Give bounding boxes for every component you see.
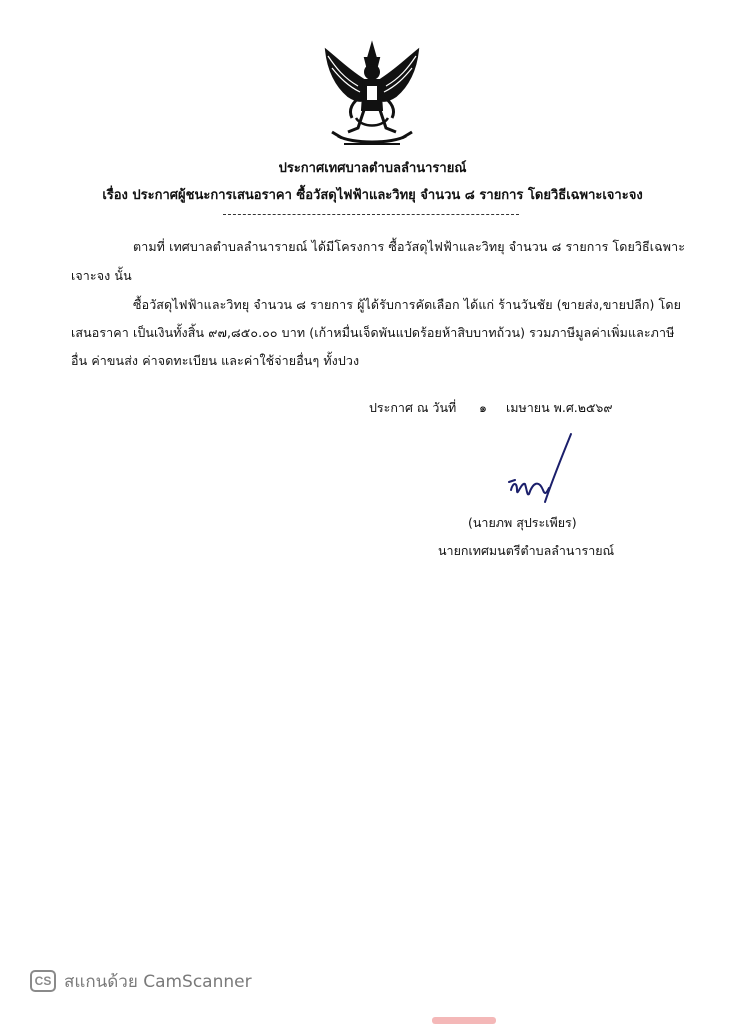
signatory-position: นายกเทศมนตรีตำบลลำนารายณ์ bbox=[438, 543, 615, 558]
announcement-subject: เรื่อง ประกาศผู้ชนะการเสนอราคา ซื้อวัสดุไฟฟ้าและวิทยุ จำนวน ๘ รายการ โดยวิธีเฉพาะเจาะจง bbox=[102, 188, 643, 203]
announce-date-month-year: เมษายน พ.ศ.๒๕๖๙ bbox=[506, 400, 613, 415]
handwritten-signature bbox=[505, 432, 575, 504]
paragraph-2-line-2: เสนอราคา เป็นเงินทั้งสิ้น ๙๗,๘๕๐.๐๐ บาท (เก้าหมื่นเจ็ดพันแปดร้อยห้าสิบบาทถ้วน) รวมภาษีมูลค่าเพิ่มและภาษี bbox=[71, 325, 675, 340]
red-stamp-edge bbox=[432, 1017, 496, 1024]
paragraph-2-line-3: อื่น ค่าขนส่ง ค่าจดทะเบียน และค่าใช้จ่ายอื่นๆ ทั้งปวง bbox=[71, 353, 360, 368]
camscanner-watermark bbox=[30, 968, 252, 994]
announcement-title: ประกาศเทศบาลตำบลลำนารายณ์ bbox=[278, 161, 467, 176]
camscanner-logo-icon: CS bbox=[30, 970, 56, 992]
camscanner-text: สแกนด้วย CamScanner bbox=[64, 971, 252, 992]
announce-date-day: ๑ bbox=[479, 400, 487, 415]
paragraph-2-line-1: ซื้อวัสดุไฟฟ้าและวิทยุ จำนวน ๘ รายการ ผู้ได้รับการคัดเลือก ได้แก่ ร้านวันชัย (ขายส่ง,ขายปลีก) โดย bbox=[133, 297, 682, 312]
garuda-emblem-icon bbox=[318, 40, 426, 152]
paragraph-1-line-1: ตามที่ เทศบาลตำบลลำนารายณ์ ได้มีโครงการ ซื้อวัสดุไฟฟ้าและวิทยุ จำนวน ๘ รายการ โดยวิธีเฉพาะ bbox=[133, 239, 686, 254]
signatory-name: (นายภพ สุประเพียร) bbox=[468, 515, 577, 530]
divider-rule bbox=[223, 214, 519, 215]
paragraph-1-line-2: เจาะจง นั้น bbox=[71, 268, 132, 283]
announce-date-prefix: ประกาศ ณ วันที่ bbox=[369, 400, 457, 415]
